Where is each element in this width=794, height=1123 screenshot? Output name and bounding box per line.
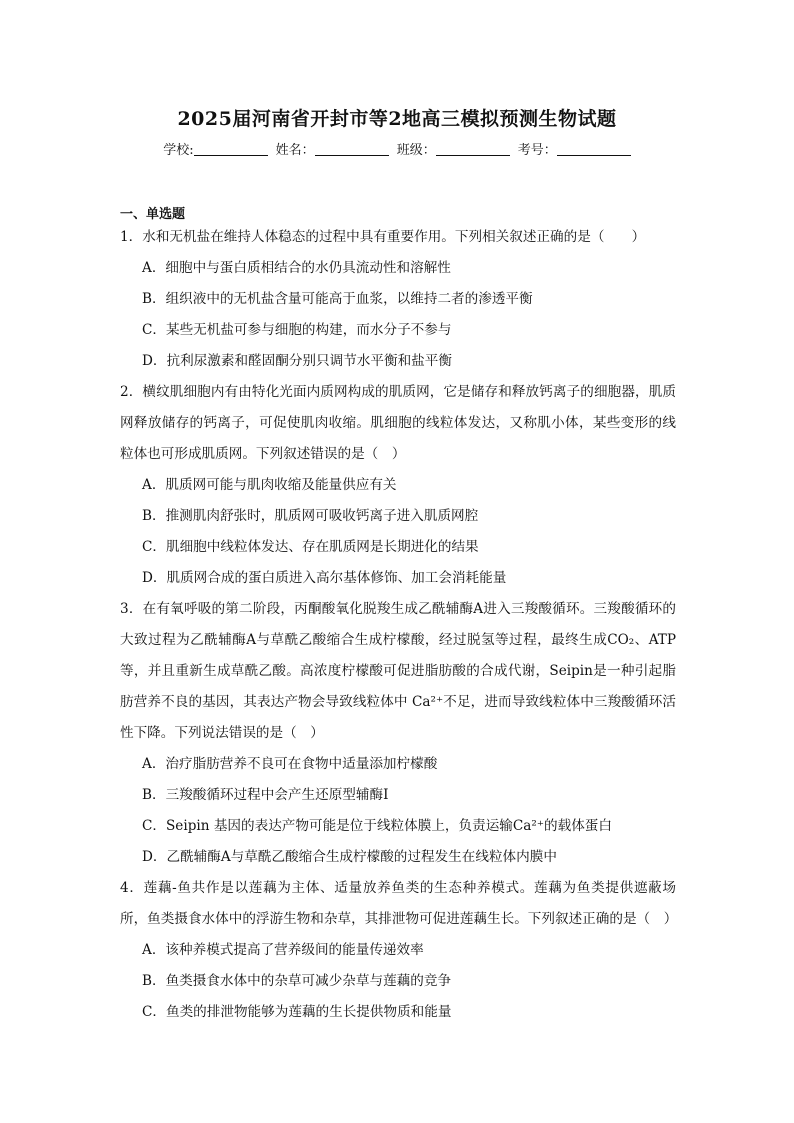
question-stem: 3．在有氧呼吸的第二阶段，丙酮酸氧化脱羧生成乙酰辅酶A进入三羧酸循环。三羧酸循环的大致过程为乙酰辅酶A与草酰乙酸缩合生成柠檬酸，经过脱氢等过程，最终生成CO₂、ATP等，并且重新生成草酰乙酸。高浓度柠檬酸可促进脂肪酸的合成代谢，Seipin是一种引起脂肪营养不良的基因，其表达产物会导致线粒体中 Ca²⁺不足，进而导致线粒体中三羧酸循环活性下降。下列说法错误的是（ ） [120,601,676,741]
school-label: 学校: [163,143,194,158]
question-2 [120,377,676,594]
student-info-line [0,139,794,158]
option-a: A．细胞中与蛋白质相结合的水仍具流动性和溶解性 [142,260,451,276]
option-b: B．鱼类摄食水体中的杂草可减少杂草与莲藕的竞争 [142,973,452,989]
option-c: C．鱼类的排泄物能够为莲藕的生长提供物质和能量 [142,1004,452,1020]
question-stem: 2．横纹肌细胞内有由特化光面内质网构成的肌质网，它是储存和释放钙离子的细胞器，肌质网释放储存的钙离子，可促使肌肉收缩。肌细胞的线粒体发达，又称肌小体，某些变形的线粒体也可形成肌质网。下列叙述错误的是（ ） [120,384,676,462]
class-blank[interactable] [436,142,510,156]
question-4 [120,873,676,1028]
option-a: A．肌质网可能与肌肉收缩及能量供应有关 [142,477,397,493]
option-d: D．乙酰辅酶A与草酰乙酸缩合生成柠檬酸的过程发生在线粒体内膜中 [142,849,557,865]
option-d: D．肌质网合成的蛋白质进入高尔基体修饰、加工会消耗能量 [142,570,507,586]
page-title: 2025届河南省开封市等2地高三模拟预测生物试题 [177,108,617,130]
question-3 [120,594,676,873]
option-a: A．该种养模式提高了营养级间的能量传递效率 [142,942,424,958]
class-label: 班级： [396,143,436,158]
question-1 [120,222,676,377]
number-blank[interactable] [557,142,631,156]
number-label: 考号： [517,143,557,158]
section-heading: 一、单选题 [120,207,186,222]
option-b: B．三羧酸循环过程中会产生还原型辅酶Ⅰ [142,787,389,803]
question-stem: 4．莲藕-鱼共作是以莲藕为主体、适量放养鱼类的生态种养模式。莲藕为鱼类提供遮蔽场所，鱼类摄食水体中的浮游生物和杂草，其排泄物可促进莲藕生长。下列叙述正确的是（ ） [120,880,678,927]
option-c: C．某些无机盐可参与细胞的构建，而水分子不参与 [142,322,452,338]
option-c: C．肌细胞中线粒体发达、存在肌质网是长期进化的结果 [142,539,479,555]
question-list [120,222,676,1028]
school-blank[interactable] [194,142,268,156]
option-d: D．抗利尿激素和醛固酮分别只调节水平衡和盐平衡 [142,353,452,369]
option-c: C．Seipin 基因的表达产物可能是位于线粒体膜上，负责运输Ca²⁺的载体蛋白 [142,818,612,834]
name-label: 姓名： [275,143,315,158]
option-a: A．治疗脂肪营养不良可在食物中适量添加柠檬酸 [142,756,438,772]
name-blank[interactable] [315,142,389,156]
option-b: B．推测肌肉舒张时，肌质网可吸收钙离子进入肌质网腔 [142,508,479,524]
question-stem: 1．水和无机盐在维持人体稳态的过程中具有重要作用。下列相关叙述正确的是（ ） [120,229,646,245]
option-b: B．组织液中的无机盐含量可能高于血浆，以维持二者的渗透平衡 [142,291,533,307]
